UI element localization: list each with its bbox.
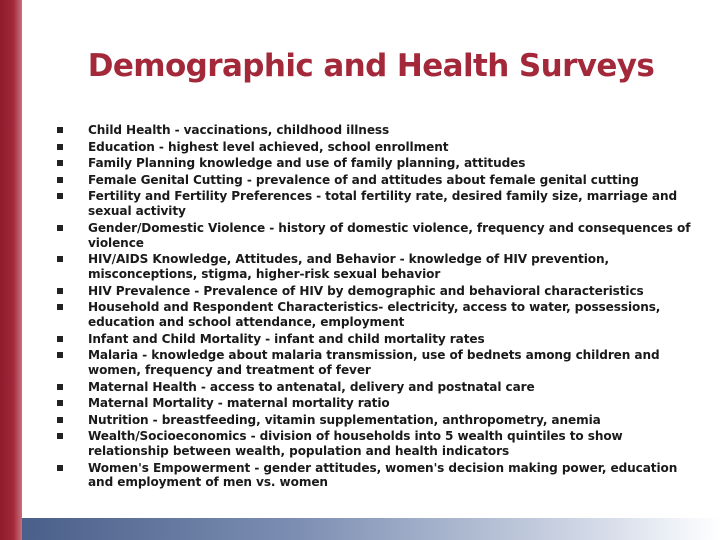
bullet-item xyxy=(57,380,697,395)
slide-title: Demographic and Health Surveys xyxy=(87,48,655,84)
bullet-text: Nutrition - breastfeeding, vitamin supplementation, anthropometry, anemia xyxy=(88,412,601,427)
square-bullet-icon xyxy=(57,288,63,294)
bullet-list xyxy=(57,123,697,492)
square-bullet-icon xyxy=(57,336,63,342)
bullet-text: Maternal Health - access to antenatal, delivery and postnatal care xyxy=(88,379,535,394)
square-bullet-icon xyxy=(57,384,63,390)
square-bullet-icon xyxy=(57,256,63,262)
bullet-text: Family Planning knowledge and use of family planning, attitudes xyxy=(88,156,526,171)
bullet-item xyxy=(57,140,697,155)
bottom-accent-bar xyxy=(22,518,720,540)
square-bullet-icon xyxy=(57,144,63,150)
bullet-item xyxy=(57,156,697,171)
bullet-text: Education - highest level achieved, school enrollment xyxy=(88,139,449,154)
bullet-text: Women's Empowerment - gender attitudes, women's decision making power, education and employment of men vs. women xyxy=(88,460,678,490)
bullet-item xyxy=(57,300,697,330)
bullet-item xyxy=(57,173,697,188)
bullet-item xyxy=(57,413,697,428)
square-bullet-icon xyxy=(57,304,63,310)
bullet-text: Female Genital Cutting - prevalence of and attitudes about female genital cutting xyxy=(88,172,639,187)
bullet-text: HIV Prevalence - Prevalence of HIV by demographic and behavioral characteristics xyxy=(88,283,644,298)
bullet-item xyxy=(57,252,697,282)
bullet-item xyxy=(57,189,697,219)
bullet-item xyxy=(57,332,697,347)
square-bullet-icon xyxy=(57,127,63,133)
bullet-text: Malaria - knowledge about malaria transmission, use of bednets among children and women, frequency and treatment of fever xyxy=(88,348,660,377)
bullet-text: Infant and Child Mortality - infant and child mortality rates xyxy=(88,331,485,346)
bullet-item xyxy=(57,123,697,138)
bullet-item xyxy=(57,221,697,251)
square-bullet-icon xyxy=(57,177,63,183)
bullet-item xyxy=(57,429,697,459)
square-bullet-icon xyxy=(57,465,63,471)
bullet-item xyxy=(57,284,697,299)
square-bullet-icon xyxy=(57,160,63,166)
bullet-item xyxy=(57,461,697,491)
square-bullet-icon xyxy=(57,433,63,439)
bullet-text: Household and Respondent Characteristics- electricity, access to water, possessions, education and school attendance, employment xyxy=(88,300,661,329)
bullet-item xyxy=(57,396,697,411)
bullet-text: HIV/AIDS Knowledge, Attitudes, and Behavior - knowledge of HIV prevention, misconceptions, stigma, higher-risk sexual behavior xyxy=(88,252,609,281)
square-bullet-icon xyxy=(57,225,63,231)
bullet-text: Child Health - vaccinations, childhood illness xyxy=(88,123,390,137)
square-bullet-icon xyxy=(57,352,63,358)
square-bullet-icon xyxy=(57,400,63,406)
bullet-item xyxy=(57,348,697,378)
bullet-text: Maternal Mortality - maternal mortality ratio xyxy=(88,396,390,411)
left-accent-bar xyxy=(0,0,22,540)
square-bullet-icon xyxy=(57,193,63,199)
bullet-text: Gender/Domestic Violence - history of domestic violence, frequency and consequences of violence xyxy=(88,220,691,250)
square-bullet-icon xyxy=(57,417,63,423)
bullet-text: Fertility and Fertility Preferences - total fertility rate, desired family size, marriage and sexual activity xyxy=(88,189,678,219)
bullet-text: Wealth/Socioeconomics - division of households into 5 wealth quintiles to show relationship between wealth, population and health indicators xyxy=(88,429,623,459)
